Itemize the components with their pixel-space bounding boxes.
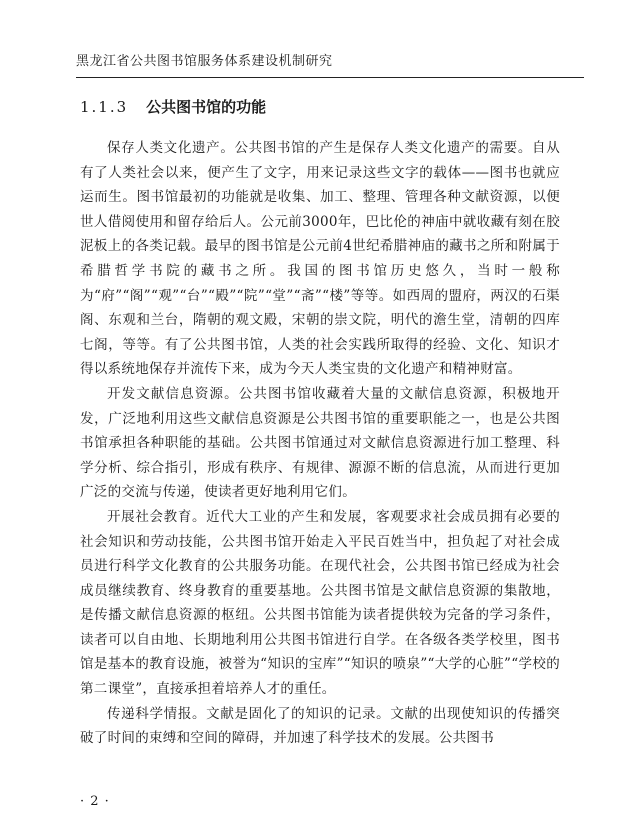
paragraph-preserve-heritage: 保存人类文化遗产。公共图书馆的产生是保存人类文化遗产的需要。自从有了人类社会以来，便产生了文字，用来记录这些文字的载体——图书也就应运而生。图书馆最初的功能就是收集、加工、整理、管理各种文献资源，以便世人借阅使用和留存给后人。公元前3000年，巴比伦的神庙中就收藏有刻在胶泥板上的各类记载。最早的图书馆是公元前4世纪希腊神庙的藏书之所和附属于希腊哲学书院的藏书之所。我国的图书馆历史悠久，当时一般称为“府”“阁”“观”“台”“殿”“院”“堂”“斋”“楼”等等。如西周的盟府，两汉的石渠阁、东观和兰台，隋朝的观文殿，宋朝的崇文院，明代的澹生堂，清朝的四库七阁，等等。有了公共图书馆，人类的社会实践所取得的经验、文化、知识才得以系统地保存并流传下来，成为今天人类宝贵的文化遗产和精神财富。 xyxy=(80,140,560,378)
header-rule xyxy=(76,77,584,78)
section-number: 1.1.3 xyxy=(80,98,129,116)
running-header xyxy=(40,48,600,78)
section-title: 公共图书馆的功能 xyxy=(146,98,267,116)
running-header-title: 黑龙江省公共图书馆服务体系建设机制研究 xyxy=(76,54,333,69)
paragraph-social-education: 开展社会教育。近代大工业的产生和发展，客观要求社会成员拥有必要的社会知识和劳动技能，公共图书馆开始走入平民百姓当中，担负起了对社会成员进行科学文化教育的公共服务功能。在现代社会，公共图书馆已经成为社会成员继续教育、终身教育的重要基地。公共图书馆是文献信息资源的集散地，是传播文献信息资源的枢纽。公共图书馆能为读者提供较为完备的学习条件，读者可以自由地、长期地利用公共图书馆进行自学。在各级各类学校里，图书馆是基本的教育设施，被誉为“知识的宝库”“知识的喷泉”“大学的心脏”“学校的第二课堂”，直接承担着培养人才的重任。 xyxy=(80,508,560,698)
page-number: · 2 · xyxy=(80,794,110,809)
body-text xyxy=(80,136,560,751)
paragraph-science-information: 传递科学情报。文献是固化了的知识的记录。文献的出现使知识的传播突破了时间的束缚和空间的障碍，并加速了科学技术的发展。公共图书 xyxy=(80,705,560,747)
section-heading xyxy=(80,96,266,117)
paragraph-develop-resources: 开发文献信息资源。公共图书馆收藏着大量的文献信息资源，积极地开发，广泛地利用这些文献信息资源是公共图书馆的重要职能之一，也是公共图书馆承担各种职能的基础。公共图书馆通过对文献信息资源进行加工整理、科学分析、综合指引，形成有秩序、有规律、源源不断的信息流，从而进行更加广泛的交流与传递，使读者更好地利用它们。 xyxy=(80,385,560,501)
